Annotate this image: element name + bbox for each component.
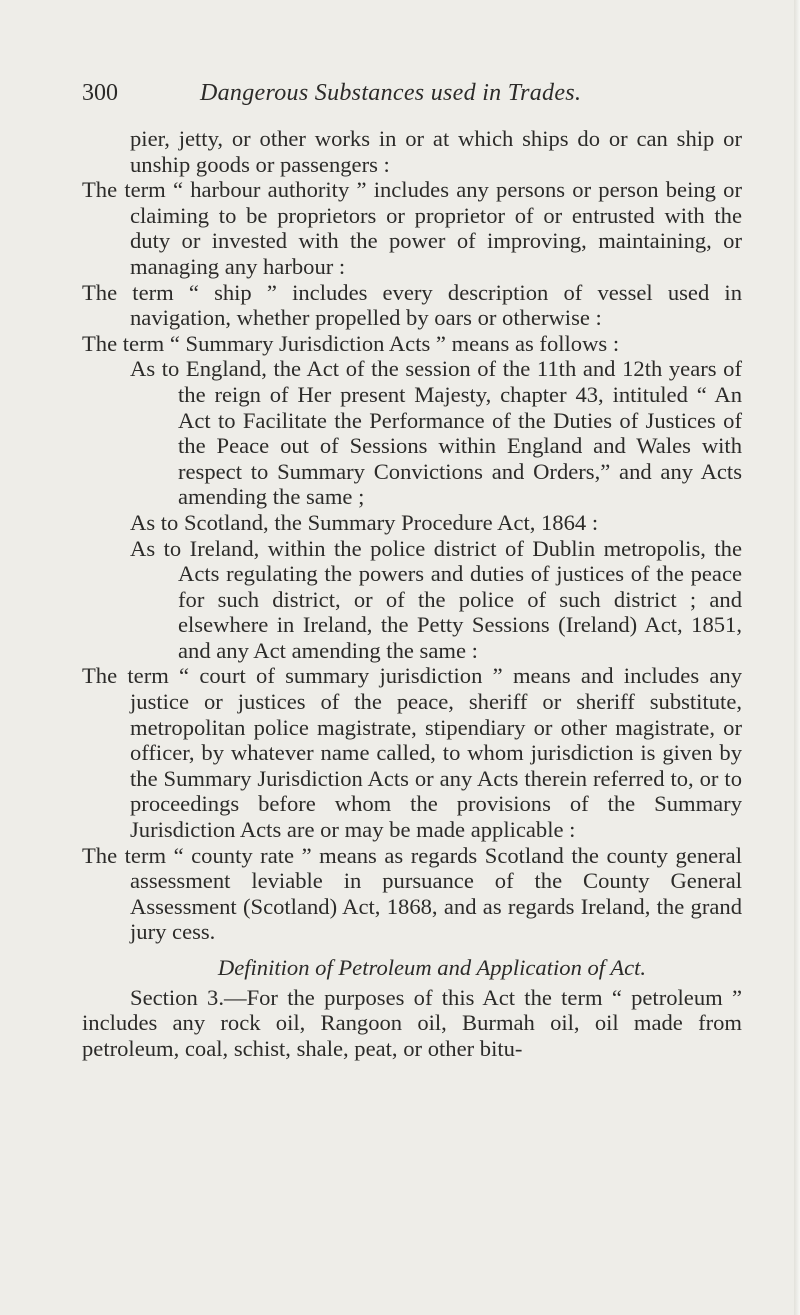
section-3-paragraph: Section 3.—For the purposes of this Act the term “ petroleum ” includes any rock oil, Rangoon oil, Burmah oil, oil made from petroleum, coal, schist, shale, peat, or other bitu- — [82, 984, 742, 1061]
definition-ship: The term “ ship ” includes every description of vessel used in navigation, whether propelled by oars or otherwise : — [82, 279, 742, 331]
running-head — [82, 80, 742, 114]
definition-county-rate: The term “ county rate ” means as regards Scotland the county general assessment leviable in pursuance of the County General Assessment (Scotland) Act, 1868, and as regards Ireland, the grand jury cess. — [82, 842, 742, 945]
paragraph-pier-continuation: pier, jetty, or other works in or at which ships do or can ship or unship goods or passengers : — [130, 126, 742, 177]
running-title: Dangerous Substances used in Trades. — [200, 80, 582, 106]
page-edge — [794, 0, 800, 1315]
clause-ireland: As to Ireland, within the police district of Dublin metropolis, the Acts regulating the powers and duties of justices of the peace for such district, or of the police of such district ; and elsewhere in Ireland, the Petty Sessions (Ireland) Act, 1851, and any Act amending the same : — [130, 535, 742, 663]
clause-scotland: As to Scotland, the Summary Procedure Act, 1864 : — [130, 509, 599, 535]
body-text — [82, 126, 742, 1061]
section-heading: Definition of Petroleum and Application of Act. — [217, 955, 647, 980]
definition-harbour-authority: The term “ harbour authority ” includes any persons or person being or claiming to be proprietors or proprietor of or entrusted with the duty or invested with the power of improving, maintaining, or managing any harbour : — [82, 177, 742, 279]
clause-england: As to England, the Act of the session of the 11th and 12th years of the reign of Her present Majesty, chapter 43, intituled “ An Act to Facilitate the Performance of the Duties of Justices of the Peace out of Sessions within England and Wales with respect to Summary Convictions and Orders,” and any Acts amending the same ; — [130, 356, 742, 510]
definition-summary-jurisdiction-acts: The term “ Summary Jurisdiction Acts ” means as follows : — [82, 330, 620, 356]
definition-court-of-summary-jurisdiction: The term “ court of summary jurisdiction ” means and includes any justice or justices of the peace, sheriff or sheriff substitute, metropolitan police magistrate, stipendiary or other magistrate, or officer, by whatever name called, to whom jurisdiction is given by the Summary Jurisdiction Acts or any Acts therein referred to, or to proceedings before whom the provisions of the Summary Jurisdiction Acts are or may be made applicable : — [82, 663, 742, 843]
page-number: 300 — [82, 80, 118, 106]
